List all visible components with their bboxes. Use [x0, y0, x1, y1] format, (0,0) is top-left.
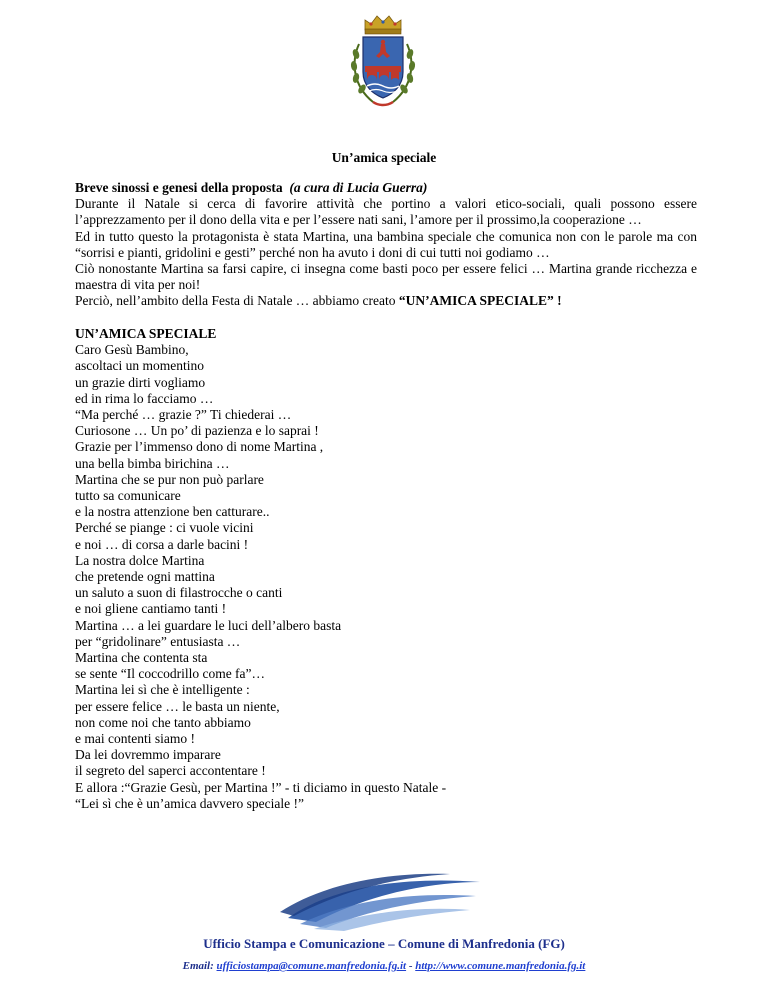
- poem-line: Caro Gesù Bambino,: [75, 342, 189, 358]
- intro-section: [75, 180, 697, 310]
- poem-line: Perché se piange : ci vuole vicini: [75, 520, 254, 536]
- intro-author: (a cura di Lucia Guerra): [289, 180, 428, 195]
- poem-line: ed in rima lo facciamo …: [75, 390, 214, 406]
- poem-line: Curiosone … Un po’ di pazienza e lo saprai !: [75, 423, 319, 439]
- poem-line: e noi … di corsa a darle bacini !: [75, 536, 249, 552]
- poem-line: non come noi che tanto abbiamo: [75, 714, 251, 730]
- poem-line: La nostra dolce Martina: [75, 552, 205, 568]
- poem-line: tutto sa comunicare: [75, 488, 181, 504]
- poem-line: E allora :“Grazie Gesù, per Martina !” - ti diciamo in questo Natale -: [75, 779, 447, 795]
- poem-line: “Ma perché … grazie ?” Ti chiederai …: [75, 407, 292, 423]
- poem-line: ascoltaci un momentino: [75, 358, 204, 374]
- poem-line: un grazie dirti vogliamo: [75, 374, 206, 390]
- document-title: Un’amica speciale: [331, 150, 437, 165]
- poem-line: una bella bimba birichina …: [75, 455, 230, 471]
- intro-paragraph: Durante il Natale si cerca di favorire attività che portino a valori etico-sociali, quali possono essere l’apprezzamento per il dono della vita e per l’essere nati sani, l’amore per il prossimo,la cooperazione …: [75, 196, 697, 228]
- poem-section: [75, 326, 697, 812]
- footer-office: Ufficio Stampa e Comunicazione – Comune di Manfredonia (FG): [203, 936, 565, 951]
- poem-line: se sente “Il coccodrillo come fa”…: [75, 666, 266, 682]
- poem-line: per essere felice … le basta un niente,: [75, 698, 280, 714]
- poem-line: Grazie per l’immenso dono di nome Martina ,: [75, 439, 324, 455]
- crown-icon: [365, 16, 401, 34]
- poem-line: e la nostra attenzione ben catturare..: [75, 504, 270, 520]
- poem-title: UN’AMICA SPECIALE: [75, 326, 217, 341]
- poem-lines: [75, 342, 697, 812]
- intro-closing-text: Perciò, nell’ambito della Festa di Natale … abbiamo creato: [75, 293, 399, 309]
- footer-separator: -: [406, 960, 416, 972]
- intro-paragraph: Ed in tutto questo la protagonista è stata Martina, una bambina speciale che comunica non con le parole ma con “sorrisi e pianti, gridolini e gesti” perché non ha avuto i doni di cui tutti noi godiamo …: [75, 228, 697, 260]
- poem-line: un saluto a suon di filastrocche o canti: [75, 585, 283, 601]
- intro-paragraph: Ciò nonostante Martina sa farsi capire, ci insegna come basti poco per essere felici … Martina grande ricchezza e maestra di vita per noi!: [75, 261, 697, 293]
- website-link[interactable]: http://www.comune.manfredonia.fg.it: [415, 960, 586, 972]
- poem-line: che pretende ogni mattina: [75, 569, 215, 585]
- poem-line: il segreto del saperci accontentare !: [75, 763, 266, 779]
- poem-line: e mai contenti siamo !: [75, 731, 195, 747]
- email-link[interactable]: ufficiostampa@comune.manfredonia.fg.it: [216, 960, 407, 972]
- intro-heading-text: Breve sinossi e genesi della proposta: [75, 180, 283, 195]
- intro-closing-bold: “UN’AMICA SPECIALE” !: [398, 293, 562, 309]
- shield-icon: [363, 37, 403, 98]
- intro-closing: [75, 293, 697, 309]
- poem-line: Martina … a lei guardare le luci dell’albero basta: [75, 617, 342, 633]
- intro-heading: [75, 180, 697, 196]
- poem-line: per “gridolinare” entusiasta …: [75, 633, 241, 649]
- poem-line: Martina che contenta sta: [75, 650, 208, 666]
- footer-contact: [0, 960, 768, 972]
- poem-line: Martina che se pur non può parlare: [75, 471, 264, 487]
- poem-line: Martina lei sì che è intelligente :: [75, 682, 250, 698]
- wave-logo-icon: [280, 866, 490, 932]
- email-label: Email:: [182, 960, 217, 972]
- coat-of-arms-icon: [343, 10, 423, 112]
- poem-line: Da lei dovremmo imparare: [75, 747, 221, 763]
- poem-line: “Lei sì che è un’amica davvero speciale !”: [75, 795, 304, 811]
- poem-line: e noi gliene cantiamo tanti !: [75, 601, 227, 617]
